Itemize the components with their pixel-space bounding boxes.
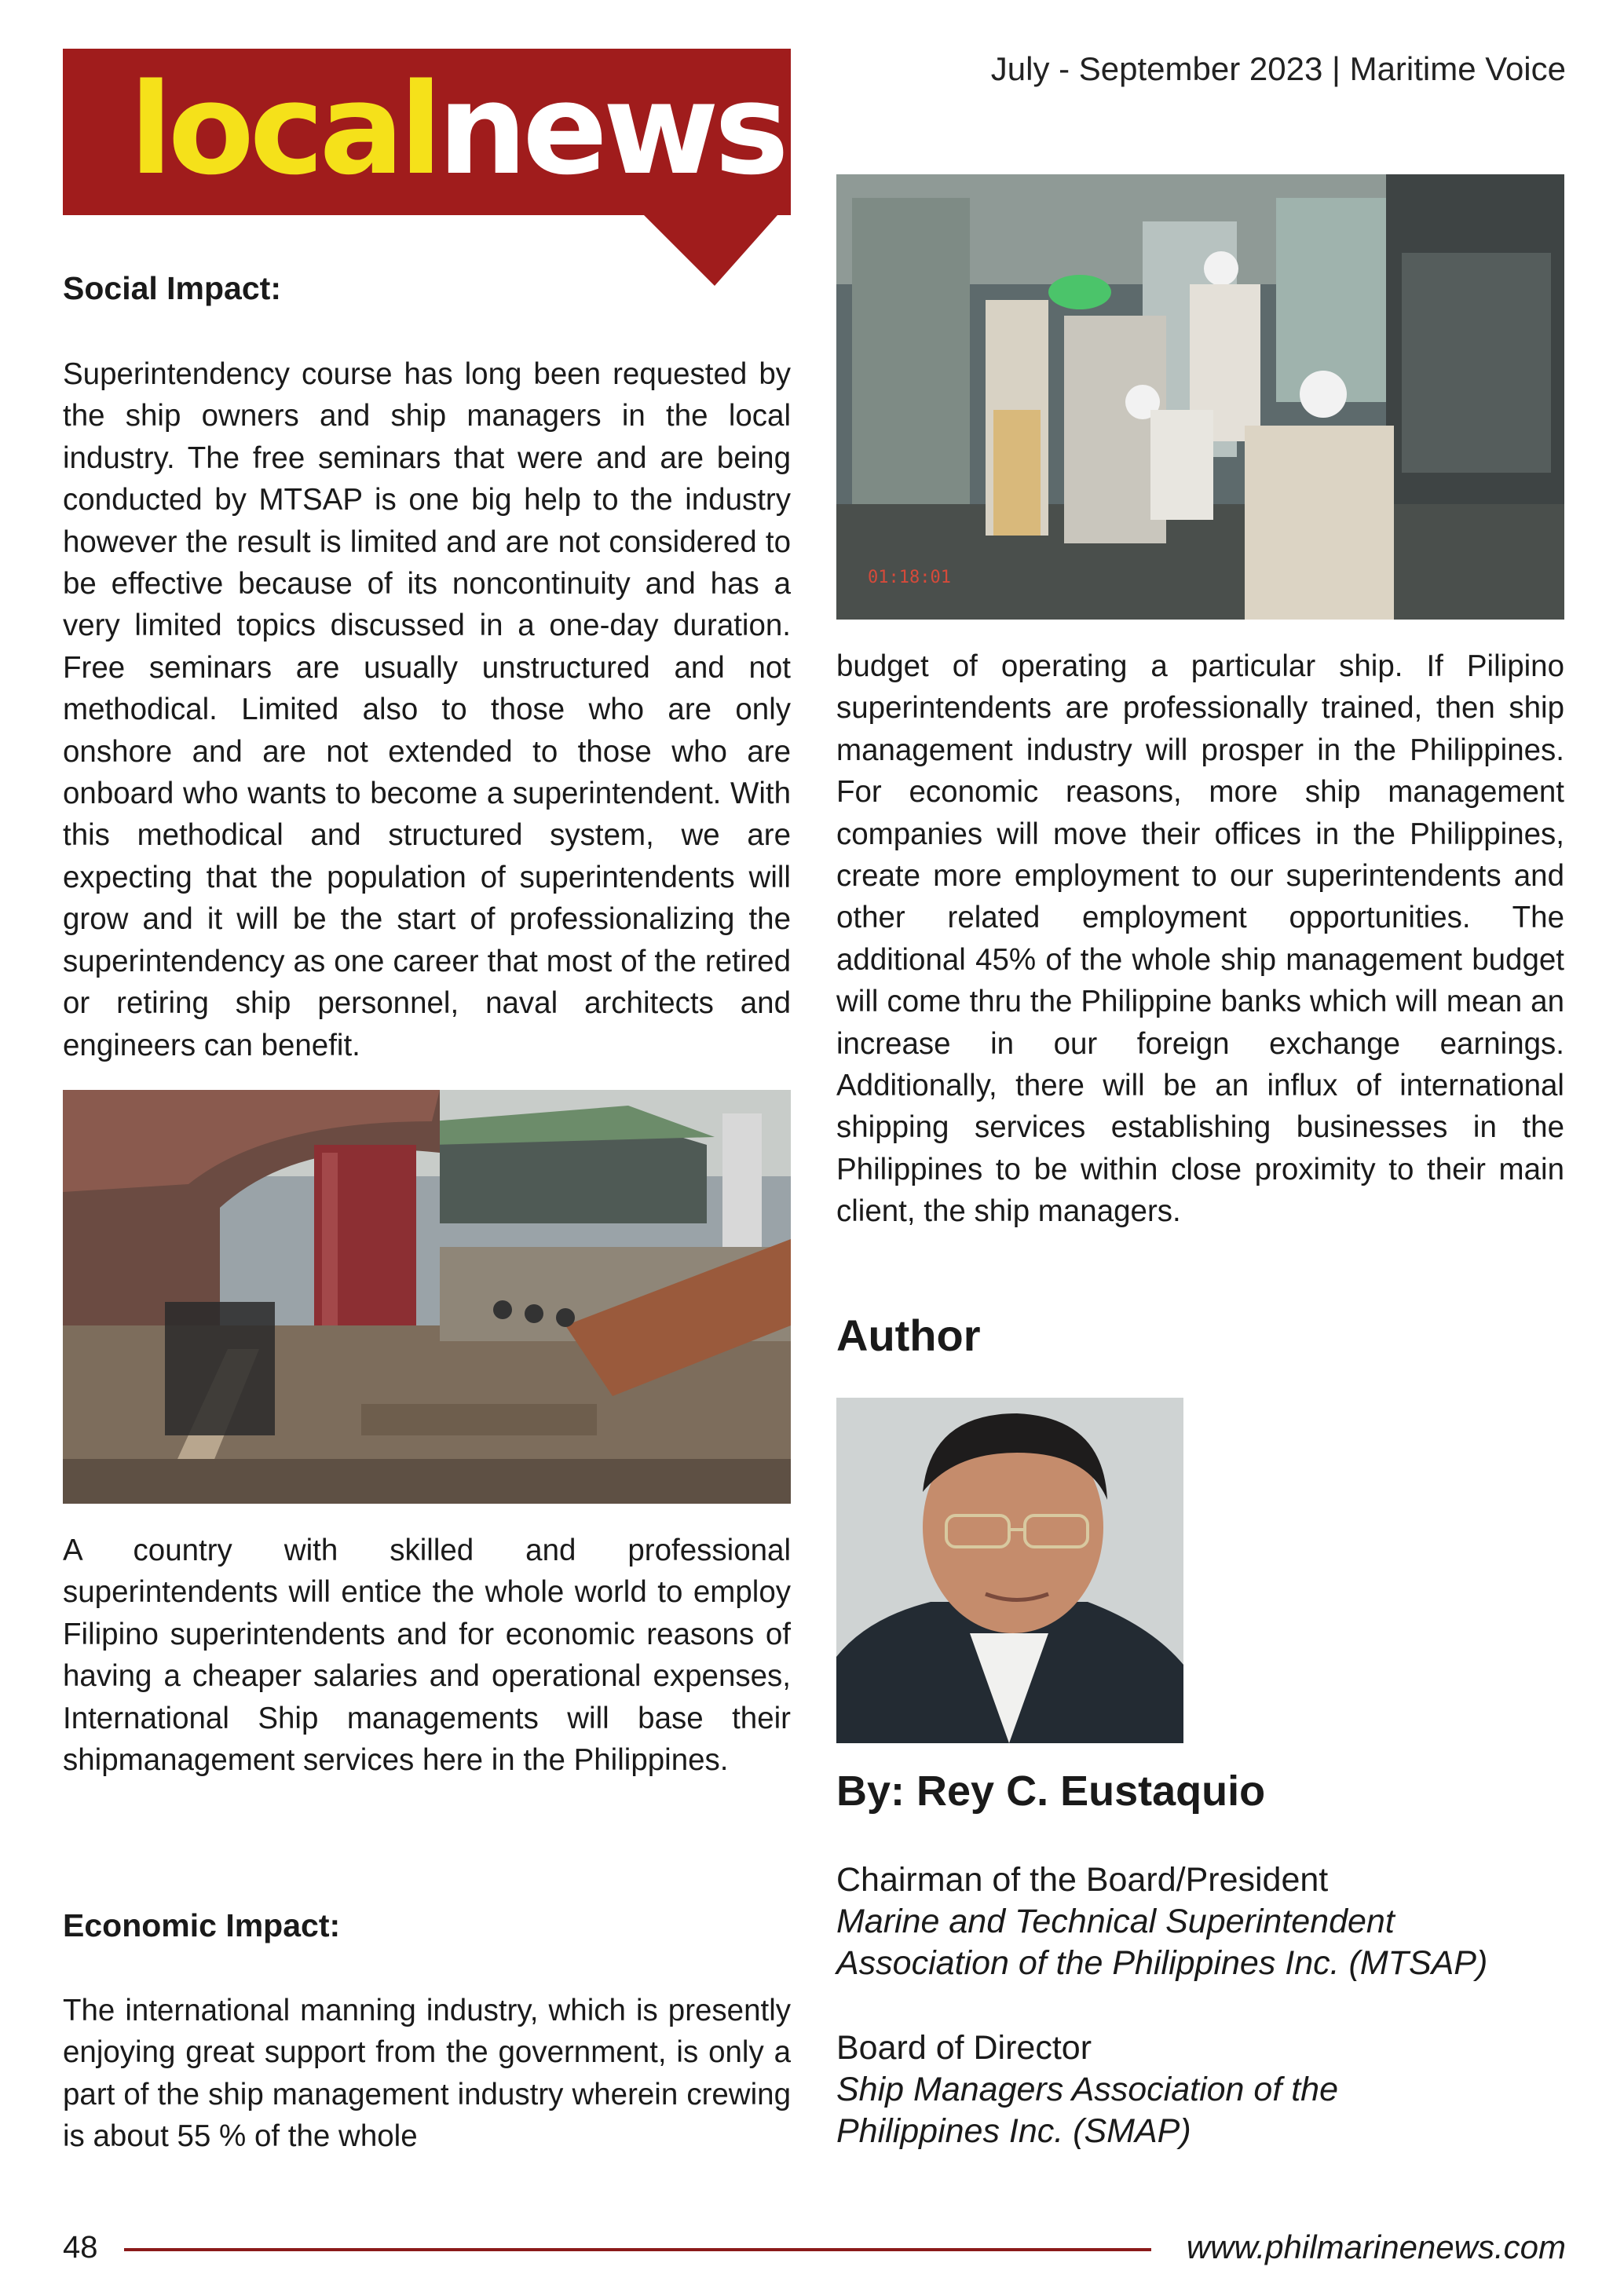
logo-local: local [130, 56, 438, 203]
role1-title: Chairman of the Board/President [836, 1861, 1329, 1899]
author-role-1 [836, 1859, 1567, 1984]
social-impact-conclusion: A country with skilled and professional superintendents will entice the whole world to employ Filipino superintendents and for economic reasons of having a cheaper salaries and operational expenses, International Ship managements will base their shipmanagement services here in the Philippines. [63, 1534, 791, 1778]
logo-speech-tail [644, 215, 777, 286]
logo-text [130, 56, 785, 203]
local-news-logo [63, 49, 791, 215]
author-role-2 [836, 2027, 1567, 2152]
issue-label: July - September 2023 | Maritime Voice [990, 50, 1566, 87]
role2-org-line2: Philippines Inc. (SMAP) [836, 2112, 1191, 2150]
photo-timestamp: 01:18:01 [868, 568, 951, 587]
shipyard-illustration [63, 1090, 791, 1504]
author-heading: Author [836, 1311, 981, 1360]
role2-title: Board of Director [836, 2029, 1092, 2067]
footer-website: www.philmarinenews.com [1186, 2228, 1566, 2265]
author-portrait [836, 1398, 1183, 1743]
social-impact-heading: Social Impact: [63, 270, 281, 306]
role1-org-line1: Marine and Technical Superintendent [836, 1903, 1395, 1940]
footer-divider [124, 2248, 1151, 2251]
economic-impact-heading: Economic Impact: [63, 1907, 341, 1943]
engine-room-illustration [836, 174, 1564, 620]
engine-room-photo [836, 174, 1564, 620]
social-impact-body: Superintendency course has long been requested by the ship owners and ship managers in the local industry. The free seminars that were and are being conducted by MTSAP is one big help to the industry however the result is limited and are not considered to be effective because of its noncontinuity and has a very limited topics discussed in a one-day duration. Free seminars are usually unstructured and not methodical. Limited also to those who are only onshore and are not extended to those who are onboard who wants to become a superintendent. With this methodical and structured system, we are expecting that the population of superintendents will grow and it will be the start of professionalizing the superintendency as one career that most of the retired or retiring ship personnel, naval architects and engineers can benefit. [63, 357, 791, 1062]
logo-news: news [437, 56, 785, 203]
economic-impact-body: The international manning industry, which is presently enjoying great support from the government, is only a part of the ship management industry wherein crewing is about 55 % of the whole [63, 1994, 791, 2154]
page-number: 48 [63, 2230, 98, 2265]
role1-org-line2: Association of the Philippines Inc. (MTSAP) [836, 1944, 1488, 1982]
economic-impact-continued: budget of operating a particular ship. If Pilipino superintendents are professionally trained, then ship management industry will prosper in the Philippines. For economic reasons, more ship management companies will move their offices in the Philippines, create more employment to our superintendents and other related employment opportunities. The additional 45% of the whole ship management budget will come thru the Philippine banks which will mean an increase in our foreign exchange earnings. Additionally, there will be an influx of international shipping services establishing businesses in the Philippines to be within close proximity to their main client, the ship managers. [836, 649, 1564, 1229]
shipyard-photo [63, 1090, 791, 1504]
author-byline: By: Rey C. Eustaquio [836, 1768, 1266, 1815]
author-portrait-illustration [836, 1398, 1183, 1743]
role2-org-line1: Ship Managers Association of the [836, 2071, 1338, 2108]
